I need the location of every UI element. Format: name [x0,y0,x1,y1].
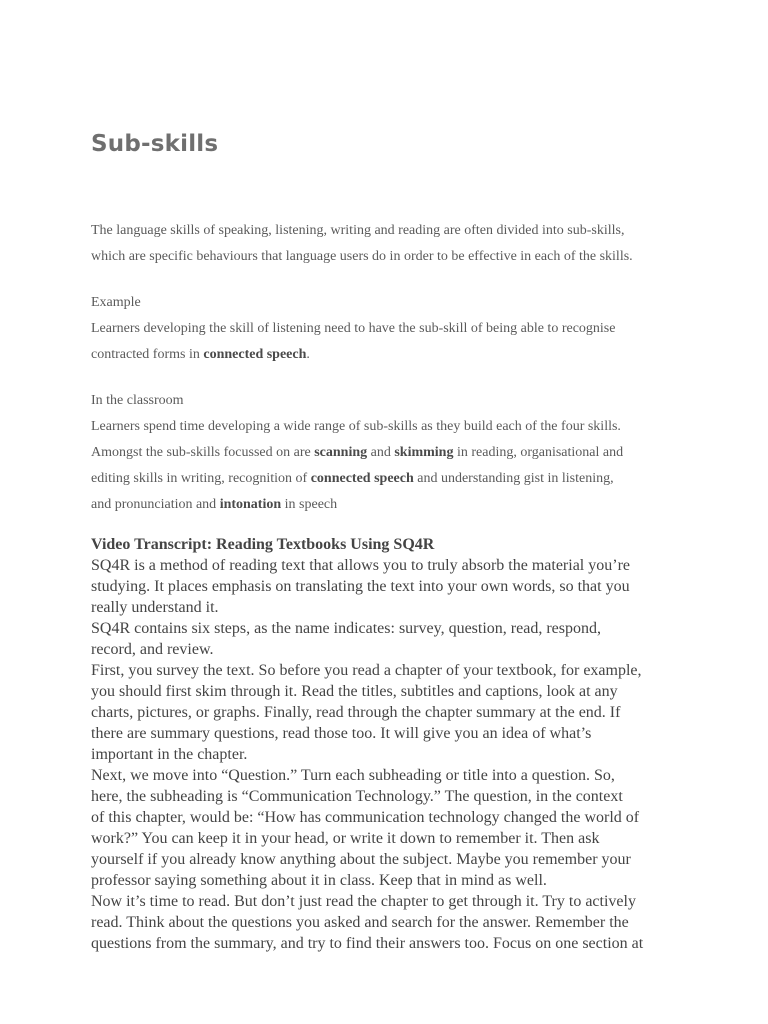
transcript-line: here, the subheading is “Communication Technology.” The question, in the context [91,788,623,805]
transcript-line: SQ4R contains six steps, as the name indicates: survey, question, read, respond, [91,620,601,637]
transcript-line: First, you survey the text. So before you read a chapter of your textbook, for example, [91,662,642,679]
transcript-line: read. Think about the questions you asked and search for the answer. Remember the [91,914,629,931]
transcript-line: important in the chapter. [91,746,248,763]
video-transcript-title: Video Transcript: Reading Textbooks Using SQ4R [91,536,435,553]
spacer [91,160,691,218]
intro-line-2: which are specific behaviours that language users do in order to be effective in each of the skills. [91,249,633,264]
video-transcript-body [91,555,691,954]
term-connected-speech: connected speech [203,347,307,362]
spacer [91,518,691,534]
transcript-line: studying. It places emphasis on translating the text into your own words, so that you [91,578,630,595]
term-intonation: intonation [219,497,282,512]
transcript-line: professor saying something about it in class. Keep that in mind as well. [91,872,547,889]
page-title: Sub-skills [91,131,219,157]
transcript-line: work?” You can keep it in your head, or write it down to remember it. Then ask [91,830,600,847]
transcript-line: there are summary questions, read those too. It will give you an idea of what’s [91,725,592,742]
example-heading: Example [91,295,141,310]
transcript-line: yourself if you already know anything about the subject. Maybe you remember your [91,851,631,868]
transcript-line: record, and review. [91,641,214,658]
term-skimming: skimming [394,445,454,460]
transcript-line: Now it’s time to read. But don’t just read the chapter to get through it. Try to actively [91,893,636,910]
transcript-line: of this chapter, would be: “How has communication technology changed the world of [91,809,640,826]
transcript-line: SQ4R is a method of reading text that allows you to truly absorb the material you’re [91,557,630,574]
document-content [91,128,691,954]
transcript-line: Next, we move into “Question.” Turn each subheading or title into a question. So, [91,767,615,784]
transcript-line: questions from the summary, and try to find their answers too. Focus on one section at [91,935,644,952]
term-connected-speech: connected speech [310,471,414,486]
spacer [91,270,691,290]
transcript-line: charts, pictures, or graphs. Finally, read through the chapter summary at the end. If [91,704,621,721]
spacer [91,368,691,388]
term-scanning: scanning [314,445,368,460]
classroom-line-3: editing skills in writing, recognition of connected speech and understanding gist in listening, [91,471,614,486]
intro-line-1: The language skills of speaking, listening, writing and reading are often divided into sub-skills, [91,223,625,238]
classroom-line-2: Amongst the sub-skills focussed on are scanning and skimming in reading, organisational and [91,445,624,460]
example-line-1: Learners developing the skill of listening need to have the sub-skill of being able to recognise [91,321,616,336]
classroom-heading: In the classroom [91,393,184,408]
example-line-2: contracted forms in connected speech. [91,347,310,362]
classroom-line-1: Learners spend time developing a wide range of sub-skills as they build each of the four skills. [91,419,621,434]
transcript-line: you should first skim through it. Read the titles, subtitles and captions, look at any [91,683,618,700]
transcript-line: really understand it. [91,599,219,616]
classroom-line-4: and pronunciation and intonation in speech [91,497,338,512]
